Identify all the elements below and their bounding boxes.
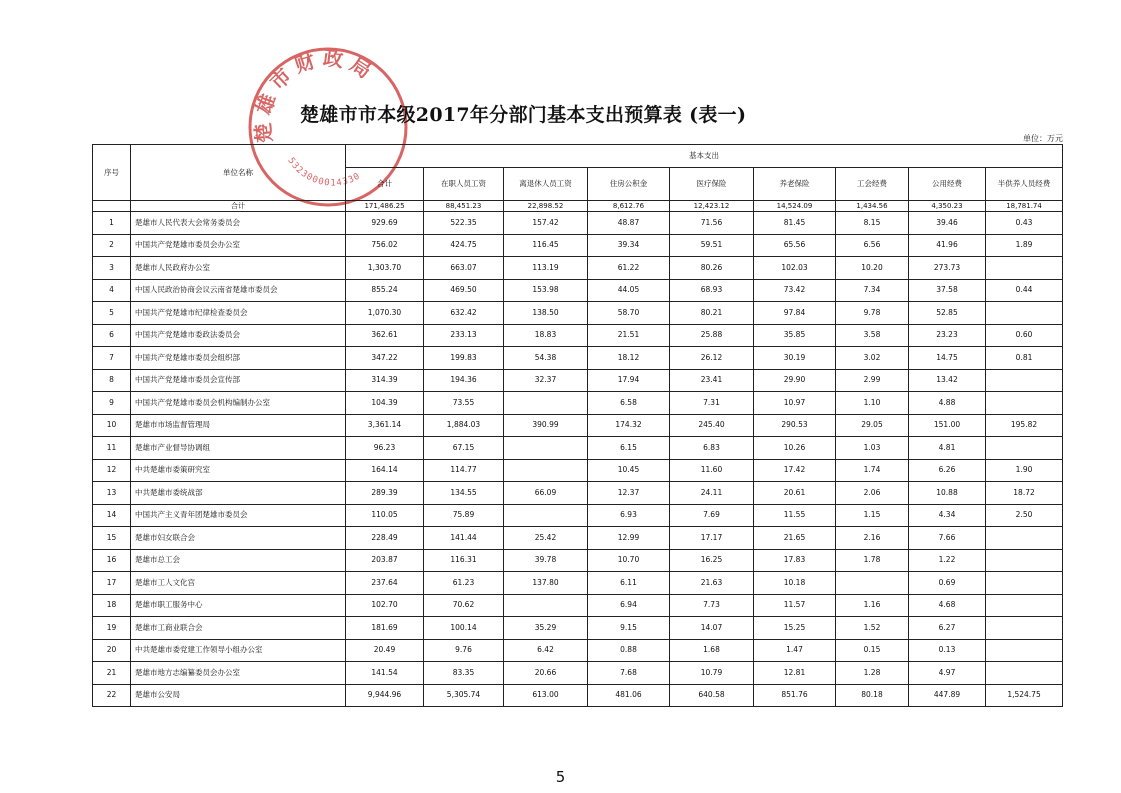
table-cell: 16.25 — [670, 549, 754, 572]
table-cell: 29.90 — [754, 369, 836, 392]
table-cell: 113.19 — [504, 257, 588, 280]
table-cell — [504, 459, 588, 482]
row-unit-name: 楚雄市产业督导协调组 — [131, 437, 346, 460]
table-cell: 424.75 — [424, 234, 504, 257]
total-cell: 12,423.12 — [670, 201, 754, 212]
table-row — [93, 549, 1063, 572]
row-seq: 22 — [93, 684, 131, 707]
table-cell: 245.40 — [670, 414, 754, 437]
row-seq: 1 — [93, 212, 131, 235]
table-cell: 663.07 — [424, 257, 504, 280]
table-row — [93, 504, 1063, 527]
table-cell: 1.90 — [986, 459, 1063, 482]
table-cell: 61.22 — [588, 257, 670, 280]
row-unit-name: 中国共产主义青年团楚雄市委员会 — [131, 504, 346, 527]
row-seq: 13 — [93, 482, 131, 505]
table-row — [93, 639, 1063, 662]
row-unit-name: 中国共产党楚雄市委政法委员会 — [131, 324, 346, 347]
table-cell: 4.81 — [909, 437, 986, 460]
table-cell: 32.37 — [504, 369, 588, 392]
table-cell: 52.85 — [909, 302, 986, 325]
table-cell: 1.15 — [836, 504, 909, 527]
table-cell: 9.78 — [836, 302, 909, 325]
table-cell — [986, 369, 1063, 392]
table-cell — [986, 617, 1063, 640]
row-unit-name: 楚雄市工商业联合会 — [131, 617, 346, 640]
table-cell: 1.03 — [836, 437, 909, 460]
table-cell — [986, 572, 1063, 595]
stamp-code-text: 5323000014330 — [285, 156, 363, 189]
total-row — [93, 201, 1063, 212]
table-cell: 110.05 — [346, 504, 424, 527]
row-unit-name: 楚雄市妇女联合会 — [131, 527, 346, 550]
table-cell: 6.56 — [836, 234, 909, 257]
table-cell: 54.38 — [504, 347, 588, 370]
header-seq: 序号 — [93, 145, 131, 201]
table-cell: 58.70 — [588, 302, 670, 325]
column-header: 养老保险 — [754, 168, 836, 201]
row-seq: 14 — [93, 504, 131, 527]
table-cell — [986, 639, 1063, 662]
row-unit-name: 中国共产党楚雄市纪律检查委员会 — [131, 302, 346, 325]
table-cell: 1.78 — [836, 549, 909, 572]
table-cell: 39.78 — [504, 549, 588, 572]
row-seq: 15 — [93, 527, 131, 550]
table-cell: 14.07 — [670, 617, 754, 640]
table-cell: 289.39 — [346, 482, 424, 505]
table-cell: 18.12 — [588, 347, 670, 370]
table-cell: 25.42 — [504, 527, 588, 550]
table-cell: 10.79 — [670, 662, 754, 685]
table-cell: 10.70 — [588, 549, 670, 572]
table-cell: 199.83 — [424, 347, 504, 370]
table-cell: 29.05 — [836, 414, 909, 437]
row-seq: 16 — [93, 549, 131, 572]
table-cell — [504, 504, 588, 527]
stamp-arc-text: 楚雄市财政局 — [250, 45, 381, 145]
table-cell: 756.02 — [346, 234, 424, 257]
table-cell: 35.85 — [754, 324, 836, 347]
table-cell: 39.46 — [909, 212, 986, 235]
table-cell — [986, 392, 1063, 415]
table-cell — [986, 302, 1063, 325]
table-cell: 15.25 — [754, 617, 836, 640]
table-cell: 10.18 — [754, 572, 836, 595]
table-cell: 1.74 — [836, 459, 909, 482]
table-cell: 4.88 — [909, 392, 986, 415]
table-row — [93, 684, 1063, 707]
table-cell: 1.16 — [836, 594, 909, 617]
table-cell: 12.99 — [588, 527, 670, 550]
row-seq: 21 — [93, 662, 131, 685]
row-seq: 11 — [93, 437, 131, 460]
table-cell: 851.76 — [754, 684, 836, 707]
total-label: 合计 — [131, 201, 346, 212]
table-cell: 39.34 — [588, 234, 670, 257]
row-unit-name: 中国共产党楚雄市委员会机构编制办公室 — [131, 392, 346, 415]
table-cell — [504, 594, 588, 617]
table-cell: 137.80 — [504, 572, 588, 595]
row-unit-name: 楚雄市人民代表大会常务委员会 — [131, 212, 346, 235]
row-seq: 20 — [93, 639, 131, 662]
table-cell: 1.52 — [836, 617, 909, 640]
table-cell: 75.89 — [424, 504, 504, 527]
table-cell: 1,524.75 — [986, 684, 1063, 707]
row-seq: 9 — [93, 392, 131, 415]
table-cell — [986, 662, 1063, 685]
table-cell: 7.66 — [909, 527, 986, 550]
table-row — [93, 414, 1063, 437]
table-cell: 447.89 — [909, 684, 986, 707]
row-unit-name: 中国人民政治协商会议云南省楚雄市委员会 — [131, 279, 346, 302]
table-cell: 9.15 — [588, 617, 670, 640]
table-cell: 10.20 — [836, 257, 909, 280]
table-cell: 2.99 — [836, 369, 909, 392]
budget-table — [92, 144, 1063, 707]
table-cell: 8.15 — [836, 212, 909, 235]
table-row — [93, 482, 1063, 505]
total-cell: 18,781.74 — [986, 201, 1063, 212]
table-row — [93, 279, 1063, 302]
table-cell: 6.93 — [588, 504, 670, 527]
table-cell: 855.24 — [346, 279, 424, 302]
table-row — [93, 662, 1063, 685]
table-cell: 632.42 — [424, 302, 504, 325]
table-row — [93, 369, 1063, 392]
table-cell: 12.81 — [754, 662, 836, 685]
table-cell: 164.14 — [346, 459, 424, 482]
table-cell: 10.26 — [754, 437, 836, 460]
table-cell: 1,303.70 — [346, 257, 424, 280]
table-cell: 151.00 — [909, 414, 986, 437]
table-cell: 26.12 — [670, 347, 754, 370]
table-cell: 4.68 — [909, 594, 986, 617]
table-cell: 30.19 — [754, 347, 836, 370]
table-cell: 5,305.74 — [424, 684, 504, 707]
table-cell: 1,884.03 — [424, 414, 504, 437]
row-unit-name: 楚雄市工人文化宫 — [131, 572, 346, 595]
table-cell: 17.83 — [754, 549, 836, 572]
table-cell: 141.44 — [424, 527, 504, 550]
table-cell: 10.45 — [588, 459, 670, 482]
table-cell: 6.42 — [504, 639, 588, 662]
table-row — [93, 437, 1063, 460]
table-cell: 14.75 — [909, 347, 986, 370]
table-cell: 10.97 — [754, 392, 836, 415]
table-cell: 23.23 — [909, 324, 986, 347]
table-cell: 2.06 — [836, 482, 909, 505]
table-cell: 35.29 — [504, 617, 588, 640]
table-cell: 65.56 — [754, 234, 836, 257]
table-cell: 10.88 — [909, 482, 986, 505]
svg-text:楚雄市财政局 — [250, 46, 381, 145]
table-cell: 6.58 — [588, 392, 670, 415]
table-cell: 3.58 — [836, 324, 909, 347]
row-unit-name: 楚雄市地方志编纂委员会办公室 — [131, 662, 346, 685]
table-cell: 0.60 — [986, 324, 1063, 347]
column-header: 在职人员工资 — [424, 168, 504, 201]
table-cell — [986, 594, 1063, 617]
page-title: 楚雄市市本级2017年分部门基本支出预算表 (表一) — [300, 104, 747, 126]
table-cell: 522.35 — [424, 212, 504, 235]
table-cell: 96.23 — [346, 437, 424, 460]
table-cell: 6.94 — [588, 594, 670, 617]
table-cell: 73.55 — [424, 392, 504, 415]
table-cell: 7.69 — [670, 504, 754, 527]
table-cell — [836, 572, 909, 595]
table-cell — [504, 437, 588, 460]
table-cell: 0.44 — [986, 279, 1063, 302]
table-cell: 37.58 — [909, 279, 986, 302]
table-cell: 157.42 — [504, 212, 588, 235]
table-cell: 153.98 — [504, 279, 588, 302]
table-cell: 134.55 — [424, 482, 504, 505]
table-cell: 0.69 — [909, 572, 986, 595]
total-cell: 171,486.25 — [346, 201, 424, 212]
table-cell: 68.93 — [670, 279, 754, 302]
table-cell: 7.68 — [588, 662, 670, 685]
row-seq: 17 — [93, 572, 131, 595]
row-unit-name: 楚雄市人民政府办公室 — [131, 257, 346, 280]
table-cell: 273.73 — [909, 257, 986, 280]
table-cell: 97.84 — [754, 302, 836, 325]
table-cell: 6.27 — [909, 617, 986, 640]
table-cell: 73.42 — [754, 279, 836, 302]
table-cell: 4.34 — [909, 504, 986, 527]
table-row — [93, 234, 1063, 257]
total-cell: 8,612.76 — [588, 201, 670, 212]
table-cell: 17.17 — [670, 527, 754, 550]
row-seq: 6 — [93, 324, 131, 347]
row-seq: 2 — [93, 234, 131, 257]
table-cell: 469.50 — [424, 279, 504, 302]
table-cell: 41.96 — [909, 234, 986, 257]
column-header: 工会经费 — [836, 168, 909, 201]
table-cell: 81.45 — [754, 212, 836, 235]
row-unit-name: 中国共产党楚雄市委员会组织部 — [131, 347, 346, 370]
table-cell: 116.31 — [424, 549, 504, 572]
table-cell — [504, 392, 588, 415]
table-cell: 6.26 — [909, 459, 986, 482]
table-cell: 80.18 — [836, 684, 909, 707]
table-cell: 18.72 — [986, 482, 1063, 505]
row-unit-name: 中国共产党楚雄市委员会办公室 — [131, 234, 346, 257]
table-row — [93, 527, 1063, 550]
table-cell: 67.15 — [424, 437, 504, 460]
table-cell: 11.57 — [754, 594, 836, 617]
table-cell: 181.69 — [346, 617, 424, 640]
total-cell: 88,451.23 — [424, 201, 504, 212]
table-cell — [986, 549, 1063, 572]
table-cell: 1.89 — [986, 234, 1063, 257]
column-header: 公用经费 — [909, 168, 986, 201]
column-header: 离退休人员工资 — [504, 168, 588, 201]
header-unit-name: 单位名称 — [131, 145, 346, 201]
table-cell: 4.97 — [909, 662, 986, 685]
table-row — [93, 617, 1063, 640]
table-cell: 102.03 — [754, 257, 836, 280]
table-cell: 195.82 — [986, 414, 1063, 437]
table-row — [93, 302, 1063, 325]
table-cell: 70.62 — [424, 594, 504, 617]
table-cell: 347.22 — [346, 347, 424, 370]
table-row — [93, 392, 1063, 415]
table-cell: 17.94 — [588, 369, 670, 392]
table-cell: 1.22 — [909, 549, 986, 572]
table-cell: 80.21 — [670, 302, 754, 325]
table-cell: 11.60 — [670, 459, 754, 482]
table-cell: 13.42 — [909, 369, 986, 392]
table-cell: 1.10 — [836, 392, 909, 415]
row-unit-name: 楚雄市职工服务中心 — [131, 594, 346, 617]
row-unit-name: 中共楚雄市委策研究室 — [131, 459, 346, 482]
row-seq: 3 — [93, 257, 131, 280]
table-cell: 20.66 — [504, 662, 588, 685]
table-cell: 2.50 — [986, 504, 1063, 527]
row-unit-name: 中国共产党楚雄市委员会宣传部 — [131, 369, 346, 392]
table-cell: 314.39 — [346, 369, 424, 392]
row-unit-name: 楚雄市总工会 — [131, 549, 346, 572]
row-seq: 10 — [93, 414, 131, 437]
table-cell — [986, 437, 1063, 460]
row-unit-name: 楚雄市公安局 — [131, 684, 346, 707]
table-cell: 6.11 — [588, 572, 670, 595]
column-header: 住房公积金 — [588, 168, 670, 201]
table-cell: 1.68 — [670, 639, 754, 662]
table-cell: 174.32 — [588, 414, 670, 437]
table-cell — [986, 257, 1063, 280]
unit-label: 单位：万元 — [1023, 134, 1063, 143]
row-seq: 19 — [93, 617, 131, 640]
column-header: 医疗保险 — [670, 168, 754, 201]
table-cell: 83.35 — [424, 662, 504, 685]
table-cell: 21.65 — [754, 527, 836, 550]
table-cell: 1,070.30 — [346, 302, 424, 325]
table-cell: 102.70 — [346, 594, 424, 617]
table-cell: 203.87 — [346, 549, 424, 572]
row-seq: 5 — [93, 302, 131, 325]
table-cell: 3.02 — [836, 347, 909, 370]
row-seq: 8 — [93, 369, 131, 392]
table-cell: 7.31 — [670, 392, 754, 415]
table-cell: 0.43 — [986, 212, 1063, 235]
table-cell: 100.14 — [424, 617, 504, 640]
table-cell: 237.64 — [346, 572, 424, 595]
table-cell: 929.69 — [346, 212, 424, 235]
table-cell: 0.88 — [588, 639, 670, 662]
total-cell: 14,524.09 — [754, 201, 836, 212]
table-cell: 20.49 — [346, 639, 424, 662]
table-cell: 1.28 — [836, 662, 909, 685]
table-cell: 233.13 — [424, 324, 504, 347]
table-cell: 362.61 — [346, 324, 424, 347]
table-cell: 61.23 — [424, 572, 504, 595]
table-row — [93, 257, 1063, 280]
table-cell: 20.61 — [754, 482, 836, 505]
table-cell: 80.26 — [670, 257, 754, 280]
row-seq: 4 — [93, 279, 131, 302]
table-cell: 21.51 — [588, 324, 670, 347]
table-row — [93, 324, 1063, 347]
table-cell: 114.77 — [424, 459, 504, 482]
total-cell: 4,350.23 — [909, 201, 986, 212]
table-cell: 23.41 — [670, 369, 754, 392]
table-row — [93, 594, 1063, 617]
table-row — [93, 212, 1063, 235]
table-row — [93, 347, 1063, 370]
column-header: 合计 — [346, 168, 424, 201]
table-cell: 59.51 — [670, 234, 754, 257]
table-cell: 17.42 — [754, 459, 836, 482]
row-seq: 12 — [93, 459, 131, 482]
row-unit-name: 中共楚雄市委统战部 — [131, 482, 346, 505]
table-cell: 481.06 — [588, 684, 670, 707]
table-cell: 6.15 — [588, 437, 670, 460]
table-cell: 9,944.96 — [346, 684, 424, 707]
table-cell: 138.50 — [504, 302, 588, 325]
table-cell: 7.34 — [836, 279, 909, 302]
table-cell — [986, 527, 1063, 550]
table-cell: 228.49 — [346, 527, 424, 550]
table-cell: 48.87 — [588, 212, 670, 235]
table-cell: 9.76 — [424, 639, 504, 662]
table-row — [93, 572, 1063, 595]
table-cell: 24.11 — [670, 482, 754, 505]
column-header: 半供养人员经费 — [986, 168, 1063, 201]
page-number: 5 — [555, 768, 566, 786]
table-cell: 12.37 — [588, 482, 670, 505]
table-cell: 116.45 — [504, 234, 588, 257]
table-cell: 11.55 — [754, 504, 836, 527]
table-cell: 0.81 — [986, 347, 1063, 370]
table-cell: 640.58 — [670, 684, 754, 707]
table-cell: 104.39 — [346, 392, 424, 415]
table-cell: 0.13 — [909, 639, 986, 662]
table-cell: 194.36 — [424, 369, 504, 392]
table-row — [93, 459, 1063, 482]
table-cell: 25.88 — [670, 324, 754, 347]
total-cell: 1,434.56 — [836, 201, 909, 212]
row-unit-name: 中共楚雄市委党建工作领导小组办公室 — [131, 639, 346, 662]
table-cell: 66.09 — [504, 482, 588, 505]
table-cell: 21.63 — [670, 572, 754, 595]
table-cell: 3,361.14 — [346, 414, 424, 437]
table-cell: 71.56 — [670, 212, 754, 235]
table-cell: 613.00 — [504, 684, 588, 707]
table-cell: 44.05 — [588, 279, 670, 302]
table-cell: 0.15 — [836, 639, 909, 662]
row-unit-name: 楚雄市市场监督管理局 — [131, 414, 346, 437]
total-cell: 22,898.52 — [504, 201, 588, 212]
table-cell: 7.73 — [670, 594, 754, 617]
table-cell: 2.16 — [836, 527, 909, 550]
row-seq: 7 — [93, 347, 131, 370]
table-cell: 390.99 — [504, 414, 588, 437]
table-cell: 18.83 — [504, 324, 588, 347]
table-cell: 6.83 — [670, 437, 754, 460]
table-cell: 290.53 — [754, 414, 836, 437]
table-cell: 141.54 — [346, 662, 424, 685]
row-seq: 18 — [93, 594, 131, 617]
table-cell: 1.47 — [754, 639, 836, 662]
header-basic-expenditure: 基本支出 — [346, 145, 1063, 168]
